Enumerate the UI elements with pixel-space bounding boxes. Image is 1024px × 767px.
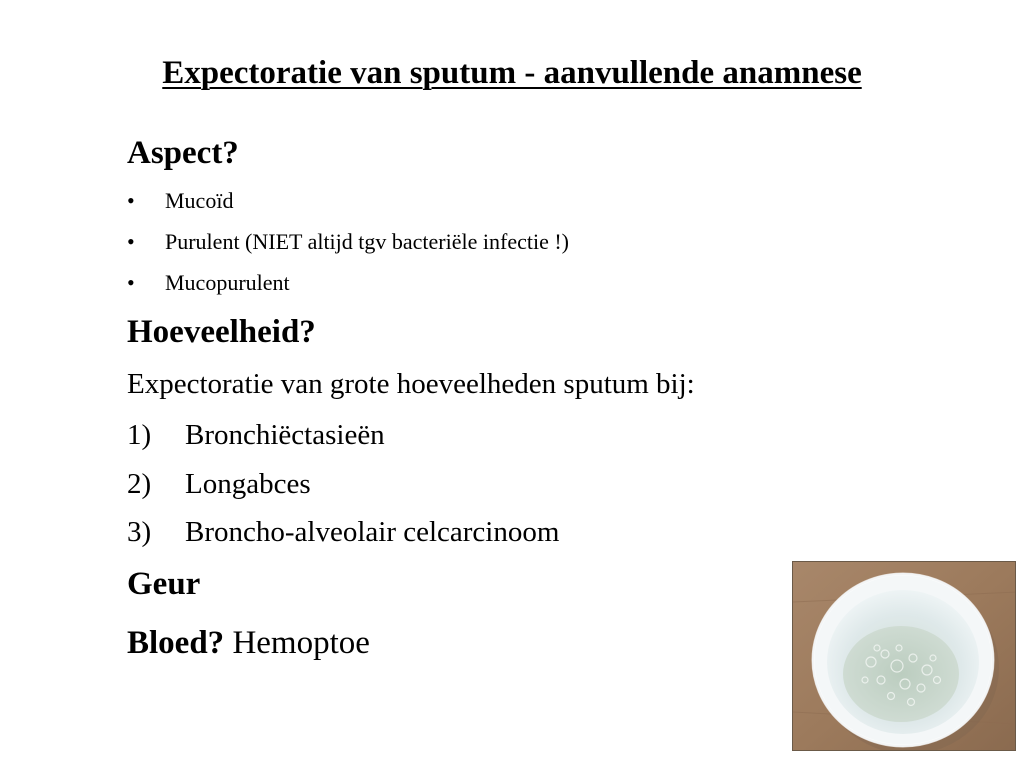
aspect-heading: Aspect? <box>127 135 239 171</box>
hoeveelheid-item-3 <box>127 516 559 549</box>
sputum-cup-illustration <box>793 562 1016 751</box>
item-text: Longabces <box>185 468 311 500</box>
bloed-value: Hemoptoe <box>232 625 370 661</box>
aspect-item-purulent <box>127 229 569 255</box>
item-number: 1) <box>127 419 152 451</box>
bloed-heading: Bloed? <box>127 625 225 661</box>
hoeveelheid-item-1 <box>127 419 385 452</box>
geur-heading: Geur <box>127 566 201 602</box>
item-text: Broncho-alveolair celcarcinoom <box>185 516 560 548</box>
aspect-item-mucopurulent <box>127 270 290 296</box>
item-text: Bronchiëctasieën <box>185 419 385 451</box>
aspect-item-label: Purulent (NIET altijd tgv bacteriële infectie !) <box>165 229 569 254</box>
bullet-icon: • <box>127 188 135 213</box>
bloed-line <box>127 625 370 662</box>
aspect-item-label: Mucopurulent <box>165 270 290 295</box>
hoeveelheid-item-2 <box>127 468 311 501</box>
item-number: 2) <box>127 468 152 500</box>
bullet-icon: • <box>127 270 135 295</box>
slide-title: Expectoratie van sputum - aanvullende anamnese <box>162 55 862 91</box>
sputum-liquid <box>843 626 959 722</box>
sputum-cup-photo <box>792 561 1016 751</box>
item-number: 3) <box>127 516 152 548</box>
aspect-item-mucoid <box>127 188 233 214</box>
hoeveelheid-heading: Hoeveelheid? <box>127 314 316 350</box>
aspect-item-label: Mucoïd <box>165 188 234 213</box>
hoeveelheid-intro: Expectoratie van grote hoeveelheden sputum bij: <box>127 368 695 400</box>
bullet-icon: • <box>127 229 135 254</box>
